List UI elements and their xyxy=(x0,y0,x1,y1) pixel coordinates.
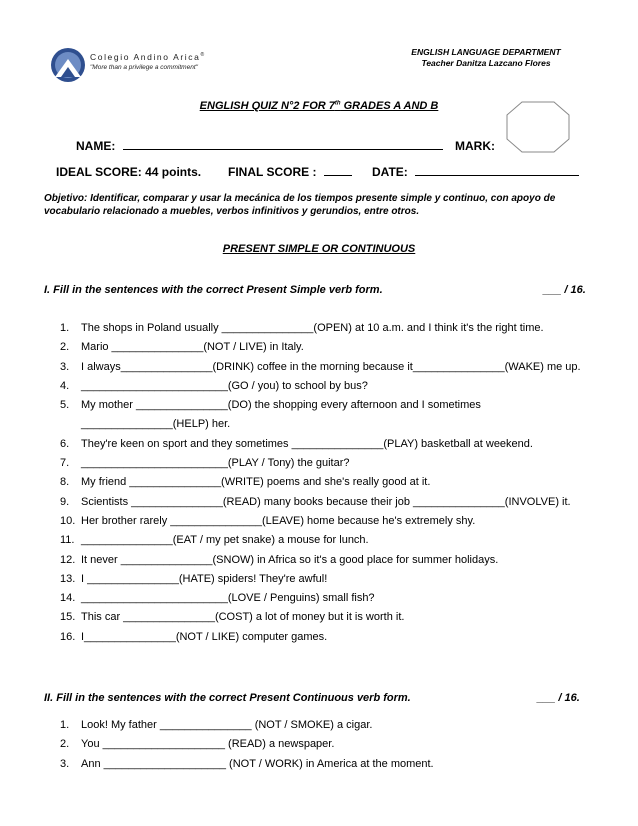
final-score-input-line[interactable] xyxy=(324,175,352,176)
list-item: 6. They're keen on sport and they sometimes _______________(PLAY) basketball at weekend. xyxy=(60,437,533,450)
ideal-score: IDEAL SCORE: 44 points. xyxy=(56,165,202,179)
list-item: 10. Her brother rarely _______________(LEAVE) home because he's extremely shy. xyxy=(60,514,476,527)
part2-list xyxy=(60,716,601,774)
section-title: PRESENT SIMPLE OR CONTINUOUS xyxy=(222,243,416,255)
list-item: 12. It never _______________(SNOW) in Africa so it's a good place for summer holidays. xyxy=(60,553,499,566)
list-item: 15. This car _______________(COST) a lot of money but it is worth it. xyxy=(60,611,405,624)
mark-label: MARK: xyxy=(455,139,495,153)
list-item: 1. The shops in Poland usually _______________(OPEN) at 10 a.m. and I think it's the right time. xyxy=(60,322,544,334)
list-item: 11. _______________(EAT / my pet snake) a mouse for lunch. xyxy=(60,534,369,547)
list-item: 3. I always_______________(DRINK) coffee in the morning because it_______________(WAKE) me up. xyxy=(60,360,581,373)
list-item: 4. ________________________(GO / you) to school by bus? xyxy=(60,379,368,392)
department-name: ENGLISH LANGUAGE DEPARTMENT xyxy=(411,47,561,57)
final-score-field[interactable] xyxy=(228,165,352,179)
department-block xyxy=(386,47,586,69)
part1-score: ___ / 16. xyxy=(543,284,586,296)
part2-title: II. Fill in the sentences with the correct Present Continuous verb form. xyxy=(44,692,411,704)
list-item: 5. My mother _______________(DO) the shopping every afternoon and I sometimes _______________(HELP) her. xyxy=(60,399,481,431)
quiz-title: ENGLISH QUIZ N°2 FOR 7th GRADES A AND B xyxy=(199,100,439,112)
name-field[interactable] xyxy=(76,139,443,153)
list-item: 14. ________________________(LOVE / Penguins) small fish? xyxy=(60,592,375,605)
final-score-label: FINAL SCORE : xyxy=(228,165,317,179)
school-name: Colegio Andino Arica® xyxy=(90,52,206,62)
mark-box xyxy=(506,101,570,153)
school-logo-icon xyxy=(50,47,86,83)
name-label: NAME: xyxy=(76,139,116,153)
list-item: 7. ________________________(PLAY / Tony) the guitar? xyxy=(60,457,350,470)
list-item: 2. You ____________________ (READ) a newspaper. xyxy=(60,738,335,751)
part1-title: I. Fill in the sentences with the correct Present Simple verb form. xyxy=(44,284,383,296)
name-input-line[interactable] xyxy=(123,149,443,150)
teacher-name: Teacher Danitza Lazcano Flores xyxy=(421,58,551,68)
date-input-line[interactable] xyxy=(415,175,579,176)
list-item: 13. I _______________(HATE) spiders! They're awful! xyxy=(60,572,328,585)
list-item: 8. My friend _______________(WRITE) poems and she's really good at it. xyxy=(60,476,431,489)
school-motto: "More than a privilege a commitment" xyxy=(90,64,198,71)
list-item: 2. Mario _______________(NOT / LIVE) in Italy. xyxy=(60,341,304,354)
list-item: 3. Ann ____________________ (NOT / WORK) in America at the moment. xyxy=(60,757,434,770)
part1-list xyxy=(60,319,621,647)
objective-text: Objetivo: Identificar, comparar y usar la mecánica de los tiempos presente simple y continuo, con apoyo de vocabulario relacionado a muebles, verbos infinitivos y gerundios, entre otros. xyxy=(44,193,556,217)
list-item: 9. Scientists _______________(READ) many books because their job _______________(INVOLVE) it. xyxy=(60,495,571,508)
part2-score: ___ / 16. xyxy=(537,692,580,704)
date-label: DATE: xyxy=(372,165,408,179)
list-item: 16. I_______________(NOT / LIKE) computer games. xyxy=(60,630,328,643)
list-item: 1. Look! My father _______________ (NOT / SMOKE) a cigar. xyxy=(60,719,373,731)
date-field[interactable] xyxy=(372,165,579,179)
